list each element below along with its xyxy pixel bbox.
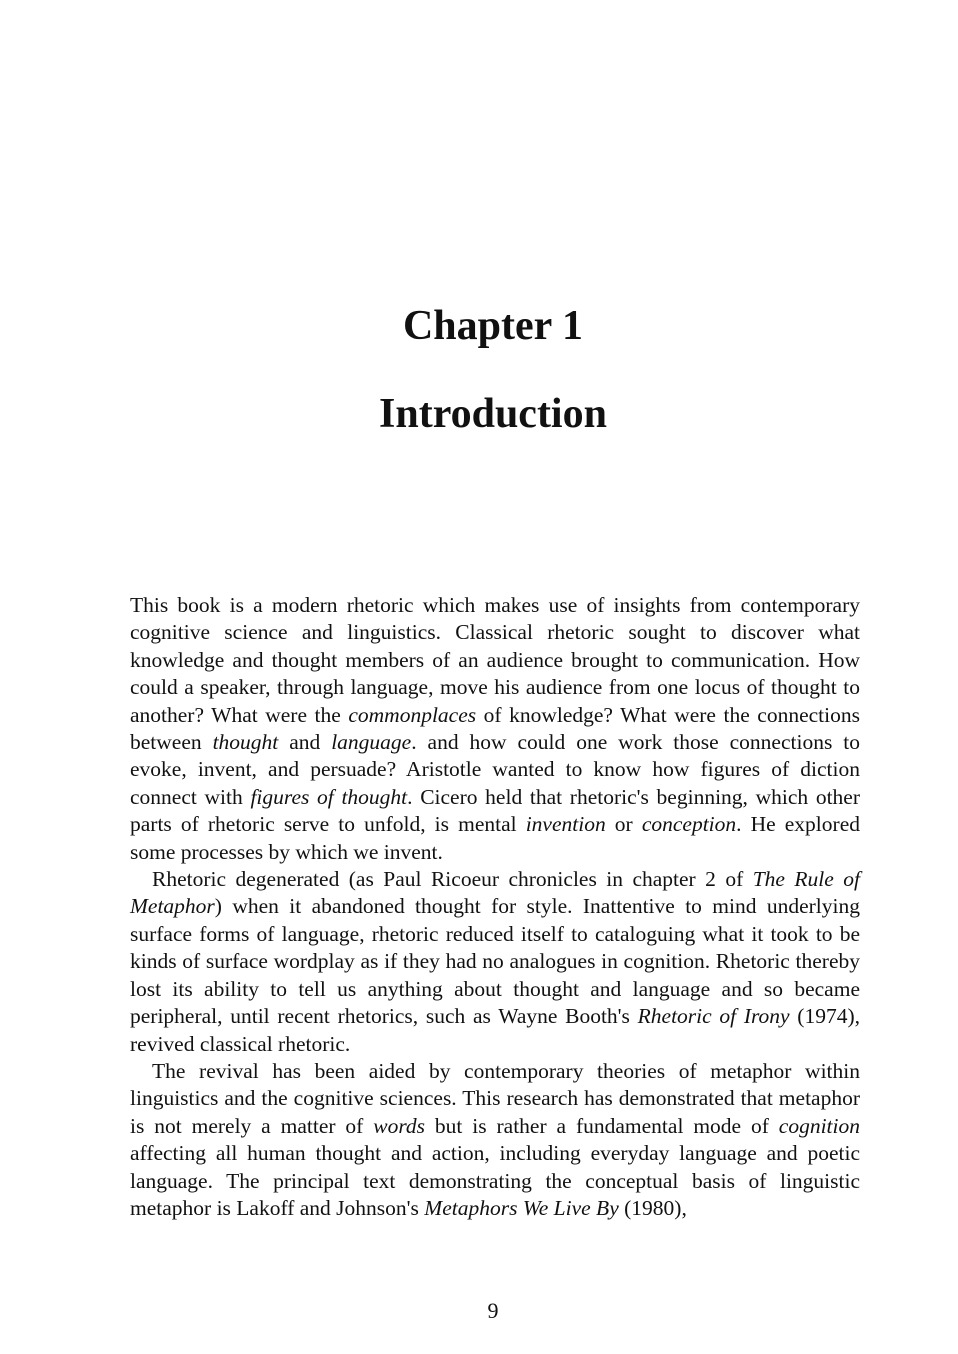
text-run: and [278,730,332,755]
body-text [130,592,860,1222]
italic-text-run: conception [641,812,737,837]
text-run: . He explored some processes by which we invent. [130,812,860,864]
text-run: . Cicero held that rhetoric's beginning, which other parts of rhetoric serve to unfold, is mental [130,784,860,837]
text-run: (1980), [618,1195,687,1220]
chapter-number: Chapter 1 [402,303,584,349]
italic-text-run: thought [212,730,279,755]
italic-text-run: cognition [778,1113,860,1138]
text-run: This book is a modern rhetoric which makes use of insights from contemporary cognitive science and linguistics. Classical rhetoric sought to discover what knowledge and thought members of an audience brought to communication. How could a speaker, through language, move his audience from one locus of thought to another? What were the [130,593,860,727]
text-run: ) when it abandoned thought for style. Inattentive to mind underlying surface forms of language, rhetoric reduced itself to cataloguing what it took to be kinds of surface wordplay as if they had no analogues in cognition. Rhetoric thereby lost its ability to tell us anything about thought and language and so became peripheral, until recent rhetorics, such as Wayne Booth's [130,894,860,1029]
text-run: Rhetoric degenerated (as Paul Ricoeur chronicles in chapter 2 of [152,867,753,892]
italic-text-run: invention [525,812,606,837]
text-run: but is rather a fundamental mode of [425,1113,779,1138]
italic-text-run: words [373,1113,426,1138]
italic-text-run: figures of thought [250,784,408,809]
text-run: or [605,812,642,837]
italic-text-run: The Rule of Metaphor [130,867,860,919]
italic-text-run: commonplaces [348,702,477,727]
text-run: (1974), revived classical rhetoric. [130,1004,860,1056]
paragraph-3 [130,1058,860,1222]
italic-text-run: Metaphors We Live By [424,1195,619,1220]
paragraph-2 [130,866,860,1058]
text-run: The revival has been aided by contemporary theories of metaphor within linguistics and the cognitive sciences. This research has demonstrated that metaphor is not merely a matter of [130,1058,860,1138]
chapter-title: Introduction [379,391,607,437]
text-run: of knowledge? What were the connections between [130,702,860,755]
page-number: 9 [487,1298,499,1323]
text-run: affecting all human thought and action, including everyday language and poetic language. The principal text demonstrating the conceptual basis of linguistic metaphor is Lakoff and Johnson's [130,1141,860,1220]
italic-text-run: Rhetoric of Irony [637,1004,790,1029]
paragraph-1 [130,592,860,866]
text-run: . and how could one work those connections to evoke, invent, and persuade? Aristotle wanted to know how figures of diction connect with [130,730,860,809]
italic-text-run: language [331,730,412,755]
